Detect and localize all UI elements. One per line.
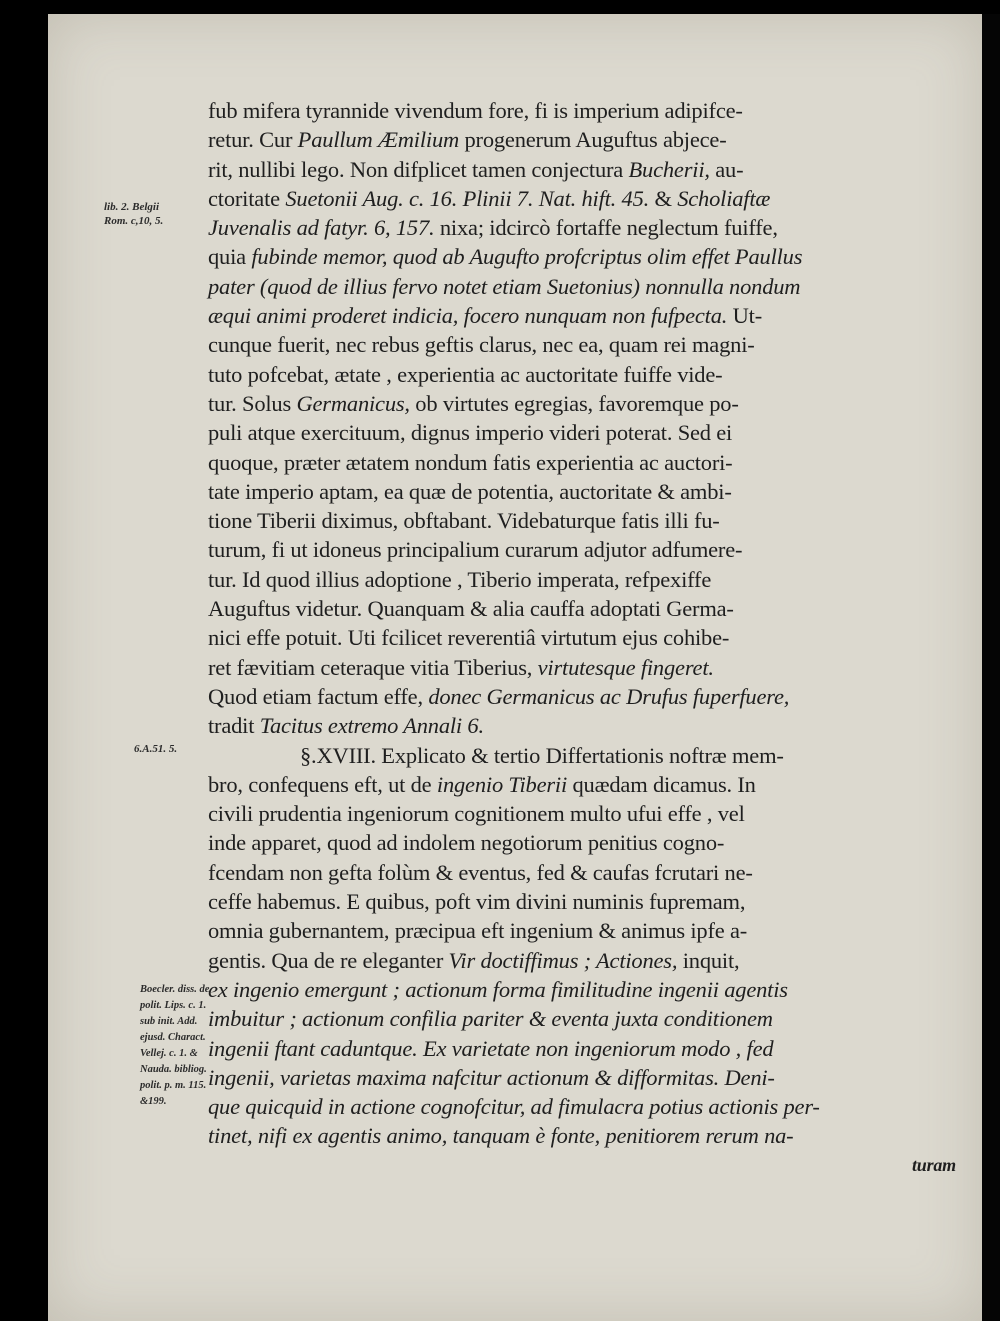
text-segment: tradit xyxy=(208,713,260,739)
text-segment: retur. Cur xyxy=(208,127,298,153)
margin-note-line: polit. p. m. 115. xyxy=(140,1080,207,1091)
text-segment: inquit, xyxy=(677,947,740,973)
scan-border xyxy=(982,14,1000,1321)
italic-segment: Suetonii Aug. c. 16. Plinii 7. Nat. hift. 45. xyxy=(285,185,650,211)
text-segment: ret fævitiam ceteraque vitia Tiberius, xyxy=(208,654,538,680)
text-segment: Auguftus videtur. Quanquam & alia cauffa adoptati Germa- xyxy=(208,596,734,622)
text-line xyxy=(208,916,966,945)
text-segment: nixa; idcircò fortaffe neglectum fuiffe, xyxy=(434,215,778,241)
text-line xyxy=(208,477,966,506)
text-line xyxy=(208,799,966,828)
italic-segment: æqui animi proderet indicia, focero nunquam non fufpecta. xyxy=(208,303,728,329)
italic-segment: ingenii ftant caduntque. Ex varietate non ingeniorum modo , fed xyxy=(208,1035,774,1061)
text-segment: au- xyxy=(709,156,744,182)
margin-note-line: ejusd. Charact. xyxy=(140,1032,206,1043)
text-segment: gentis. Qua de re eleganter xyxy=(208,947,449,973)
text-segment: ceffe habemus. E quibus, poft vim divini numinis fupremam, xyxy=(208,889,746,915)
margin-note-line: 6.A.51. 5. xyxy=(134,743,178,755)
text-line xyxy=(208,828,966,857)
text-line xyxy=(208,535,966,564)
margin-note-line: sub init. Add. xyxy=(140,1016,198,1027)
margin-note-line: &199. xyxy=(140,1096,167,1107)
text-line xyxy=(208,506,966,535)
text-segment: Quod etiam factum effe, xyxy=(208,683,429,709)
text-segment: civili prudentia ingeniorum cognitionem multo ufui effe , vel xyxy=(208,801,745,827)
text-line xyxy=(208,623,966,652)
italic-segment: Scholiaftæ xyxy=(677,185,771,211)
text-line xyxy=(208,125,966,154)
italic-segment: donec Germanicus ac Drufus fuperfuere, xyxy=(428,683,790,709)
italic-segment: imbuitur ; actionum confilia pariter & eventa juxta conditionem xyxy=(208,1006,773,1032)
text-line xyxy=(208,1034,966,1063)
text-segment: quædam dicamus. In xyxy=(567,771,756,797)
text-line xyxy=(208,682,966,711)
italic-segment: fubinde memor, quod ab Augufto profcriptus olim effet Paullus xyxy=(251,244,803,270)
text-line xyxy=(208,360,966,389)
text-segment: tuto pofcebat, ætate , experientia ac auctoritate fuiffe vide- xyxy=(208,361,723,387)
italic-segment: pater (quod de illius fervo notet etiam Suetonius) nonnulla nondum xyxy=(208,273,801,299)
text-line xyxy=(208,741,966,770)
text-line xyxy=(208,389,966,418)
body-text xyxy=(208,96,966,1180)
text-segment: & xyxy=(649,185,678,211)
italic-segment: ingenii, varietas maxima nafcitur actionum & difformitas. Deni- xyxy=(208,1064,775,1090)
italic-segment: ex ingenio emergunt ; actionum forma fimilitudine ingenii agentis xyxy=(208,976,788,1002)
text-segment: fcendam non gefta folùm & eventus, fed & caufas fcrutari ne- xyxy=(208,859,753,885)
text-line xyxy=(208,975,966,1004)
text-segment: tione Tiberii diximus, obftabant. Videbaturque fatis illi fu- xyxy=(208,508,720,534)
text-line xyxy=(208,418,966,447)
italic-segment: Tacitus extremo Annali 6. xyxy=(259,713,484,739)
margin-note-line: Rom. c,10, 5. xyxy=(104,215,164,227)
margin-note-line: Vellej. c. 1. & xyxy=(140,1048,198,1059)
text-line xyxy=(208,1121,966,1150)
text-segment: rit, nullibi lego. Non difplicet tamen conjectura xyxy=(208,156,629,182)
text-line xyxy=(208,155,966,184)
italic-segment: Bucherii, xyxy=(628,156,710,182)
text-line xyxy=(208,448,966,477)
text-segment: tur. Solus xyxy=(208,390,297,416)
text-line xyxy=(208,565,966,594)
text-line xyxy=(208,1092,966,1121)
text-segment: tur. Id quod illius adoptione , Tiberio imperata, refpexiffe xyxy=(208,566,712,592)
italic-segment: Vir doctiffimus ; Actiones, xyxy=(448,947,678,973)
italic-segment: virtutesque fingeret. xyxy=(537,654,714,680)
text-line xyxy=(208,1063,966,1092)
text-segment: quoque, præter ætatem nondum fatis experientia ac auctori- xyxy=(208,449,733,475)
text-segment: cunque fuerit, nec rebus geftis clarus, nec ea, quam rei magni- xyxy=(208,332,755,358)
text-line xyxy=(208,770,966,799)
text-line xyxy=(208,301,966,330)
text-line xyxy=(208,213,966,242)
italic-segment: tinet, nifi ex agentis animo, tanquam è fonte, penitiorem rerum na- xyxy=(208,1123,794,1149)
text-segment: tate imperio aptam, ea quæ de potentia, auctoritate & ambi- xyxy=(208,478,732,504)
italic-segment: Germanicus, xyxy=(296,390,410,416)
text-line xyxy=(208,96,966,125)
text-segment: turum, fi ut idoneus principalium curarum adjutor adfumere- xyxy=(208,537,743,563)
italic-segment: Paullum Æmilium xyxy=(297,127,460,153)
text-segment: nici effe potuit. Uti fcilicet reverentiâ virtutum ejus cohibe- xyxy=(208,625,730,651)
italic-segment: Juvenalis ad fatyr. 6, 157. xyxy=(208,215,435,241)
margin-note-1 xyxy=(104,200,194,228)
text-line xyxy=(208,946,966,975)
margin-note-line: lib. 2. Belgii xyxy=(104,201,159,213)
text-line xyxy=(208,594,966,623)
text-segment: ctoritate xyxy=(208,185,286,211)
text-segment: bro, confequens eft, ut de xyxy=(208,771,437,797)
margin-note-line: Boecler. diss. de xyxy=(140,984,210,995)
text-line xyxy=(208,1004,966,1033)
text-line xyxy=(208,711,966,740)
text-line xyxy=(208,887,966,916)
text-line xyxy=(208,184,966,213)
text-line xyxy=(208,858,966,887)
margin-note-line: Nauda. bibliog. xyxy=(140,1064,207,1075)
text-line xyxy=(208,653,966,682)
italic-segment: que quicquid in actione cognofcitur, ad fimulacra potius actionis per- xyxy=(208,1094,820,1120)
text-segment: puli atque exercituum, dignus imperio videri poterat. Sed ei xyxy=(208,420,733,446)
text-line xyxy=(208,242,966,271)
text-segment: ob virtutes egregias, favoremque po- xyxy=(409,390,739,416)
margin-note-line: polit. Lips. c. 1. xyxy=(140,1000,207,1011)
text-line xyxy=(208,272,966,301)
text-segment: progenerum Auguftus abjece- xyxy=(459,127,727,153)
text-segment: Ut- xyxy=(727,303,762,329)
text-segment: inde apparet, quod ad indolem negotiorum penitius cogno- xyxy=(208,830,725,856)
text-segment: omnia gubernantem, præcipua eft ingenium & animus ipfe a- xyxy=(208,918,748,944)
text-segment: fub mifera tyrannide vivendum fore, fi is imperium adipifce- xyxy=(208,98,743,123)
text-segment: quia xyxy=(208,244,252,270)
text-segment: §.XVIII. Explicato & tertio Differtationis noftræ mem- xyxy=(300,742,784,768)
catchword: turam xyxy=(911,1154,956,1175)
italic-segment: ingenio Tiberii xyxy=(436,771,568,797)
text-line xyxy=(208,330,966,359)
